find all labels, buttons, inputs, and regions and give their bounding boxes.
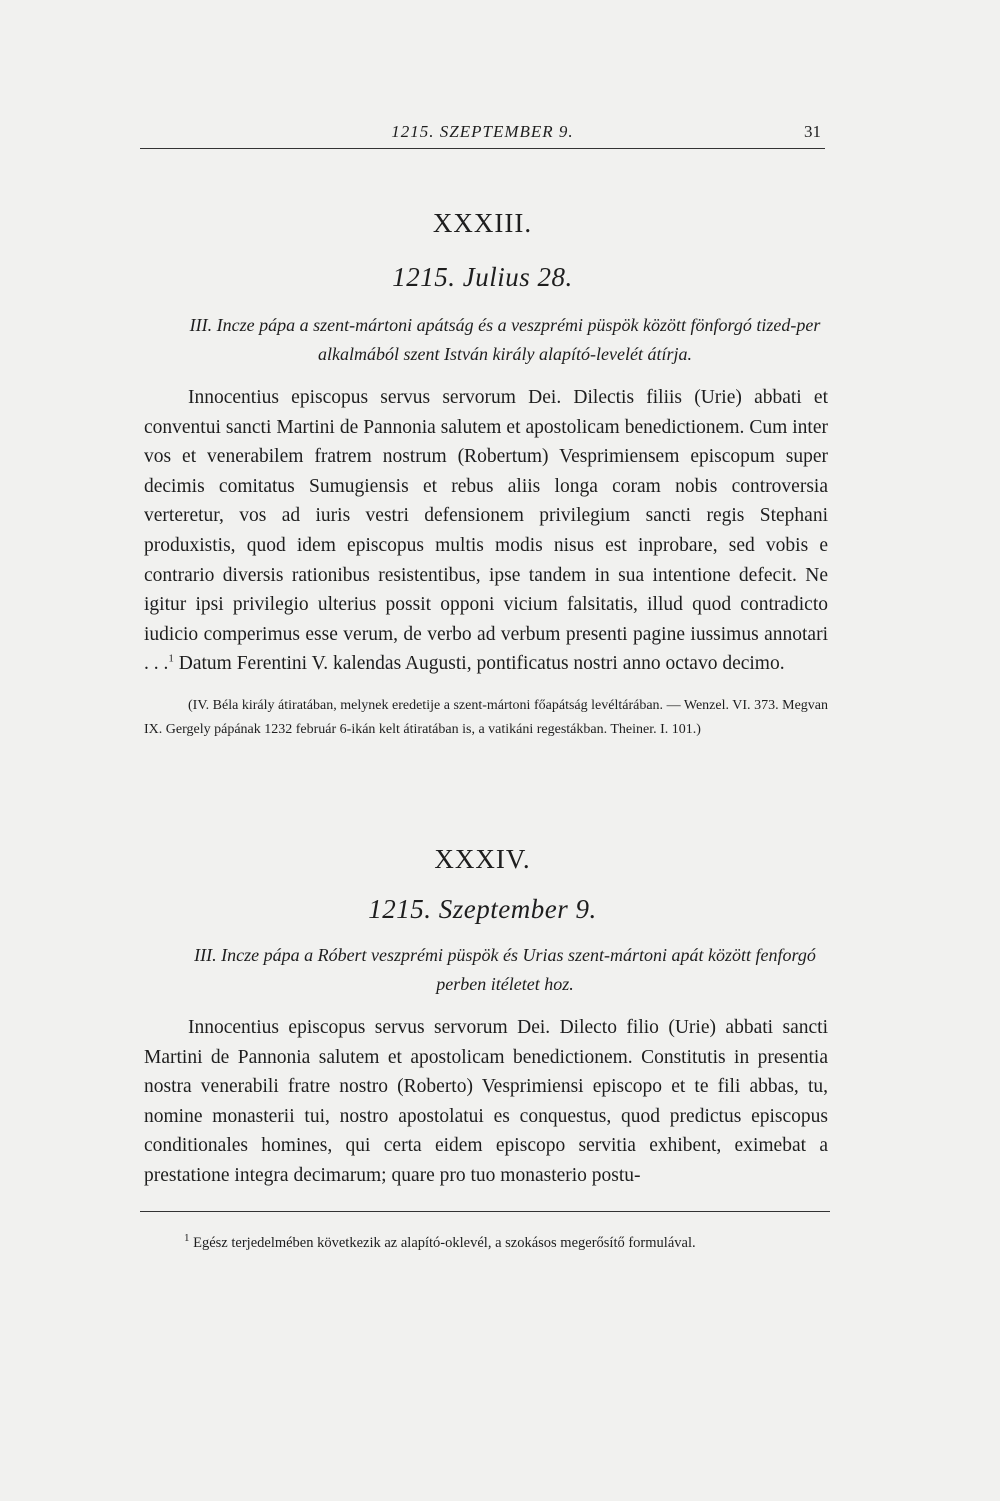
footnote (184, 1232, 834, 1254)
document-regest: III. Incze pápa a Róbert veszprémi püspök és Urias szent-mártoni apát között fenforgó perben itéletet hoz. (194, 945, 816, 994)
document-body: Innocentius episcopus servus servorum Dei. Dilecto filio (Urie) abbati sancti Martini de Pannonia salutem et apostolicam benedictionem. Constitutis in presentia nostra venerabili fratre nostro (Roberto) Vesprimiensi episcopo et te fili abbas, tu, nomine monasterii tui, nostro apostolatui es conquestus, quod predictus episcopus conditionales homines, qui certa eidem episcopo servitia exhibent, eximebat a prestatione integra decimarum; quare pro tuo monasterio postu- (144, 1017, 828, 1186)
footnote-marker: 1 (184, 1232, 190, 1245)
document-regest: III. Incze pápa a szent-mártoni apátság és a veszprémi püspök között fönforgó tized-per alkalmából szent István király alapító-levelét átírja. (189, 315, 821, 364)
source-note: (IV. Béla király átiratában, melynek eredetije a szent-mártoni főapátság levéltárában. — Wenzel. VI. 373. Megvan IX. Gergely pápának 1232 február 6-ikán kelt átiratában is, a vatikáni regestákban. Theiner. I. 101.) (144, 698, 828, 737)
document-number: XXXIII. (432, 208, 533, 238)
page-number: 31 (804, 122, 821, 141)
running-header (140, 118, 825, 149)
running-title: 1215. SZEPTEMBER 9. (391, 122, 574, 141)
document-date: 1215. Julius 28. (392, 262, 573, 292)
document-body-text-end: Datum Ferentini V. kalendas Augusti, pontificatus nostri anno octavo decimo. (173, 653, 785, 675)
document-date: 1215. Szeptember 9. (368, 894, 597, 924)
document-body (144, 383, 828, 679)
footnote-text: Egész terjedelmében következik az alapító-oklevél, a szokásos megerősítő formulával. (189, 1235, 696, 1251)
footnote-divider (140, 1211, 830, 1212)
document-body-text: Innocentius episcopus servus servorum Dei. Dilectis filiis (Urie) abbati et conventui sancti Martini de Pannonia salutem et apostolicam benedictionem. Cum inter vos et venerabilem fratrem nostrum (Robertum) Vesprimiensem episcopum super decimis comitatus Sumugiensis et rebus aliis longa coram nobis controversia verteretur, vos ad iuris vestri defensionem privilegium sancti regis Stephani produxistis, quod idem episcopus multis modis nisus est inprobare, sed vobis e contrario diversis rationibus resistentibus, ipse tandem in sua intentione defecit. Ne igitur ipsi privilegio ulterius possit opponi vicium falsitatis, illud quod contradicto iudicio comperimus esse verum, de verbo ad verbum presenti pagine iussimus annotari . . . (144, 387, 828, 675)
footnote-reference[interactable]: 1 (168, 652, 174, 665)
document-number: XXXIV. (434, 844, 531, 874)
